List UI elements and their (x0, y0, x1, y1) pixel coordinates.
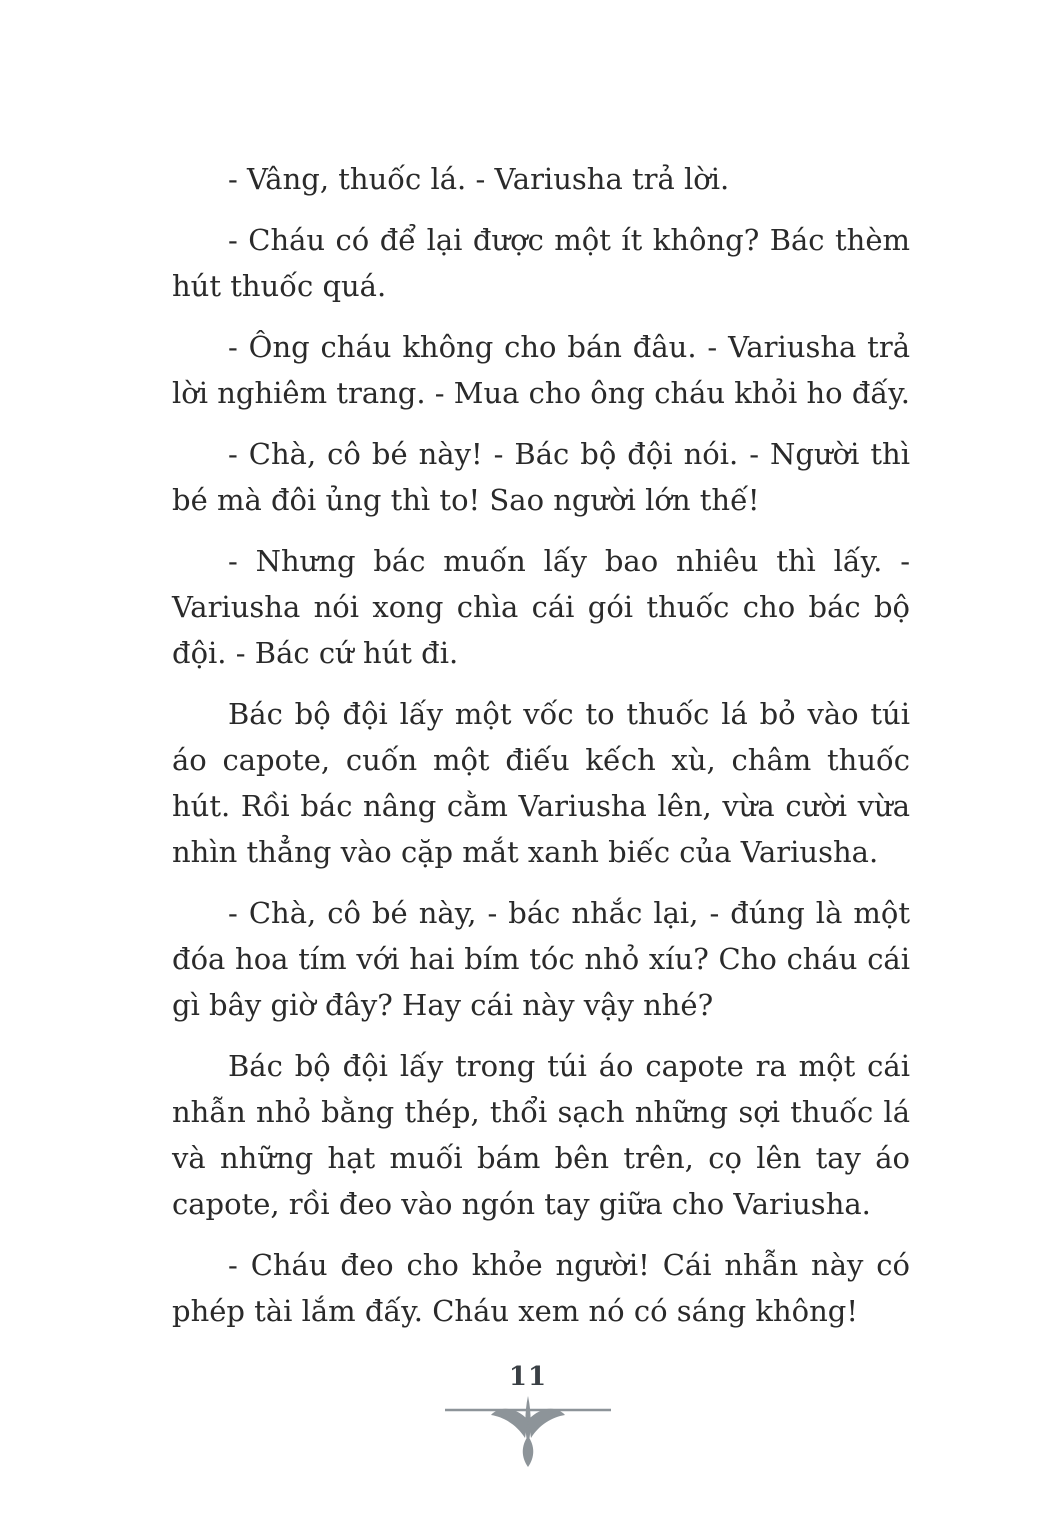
page-footer (0, 1362, 1056, 1472)
paragraph: - Ông cháu không cho bán đâu. - Variusha trả lời nghiêm trang. - Mua cho ông cháu khỏi ho đấy. (172, 330, 910, 410)
paragraph: - Chà, cô bé này! - Bác bộ đội nói. - Người thì bé mà đôi ủng thì to! Sao người lớn thế! (172, 437, 910, 517)
paragraph: - Chà, cô bé này, - bác nhắc lại, - đúng là một đóa hoa tím với hai bím tóc nhỏ xíu? Cho cháu cái gì bây giờ đây? Hay cái này vậy nhé? (172, 896, 910, 1022)
paragraph: - Vâng, thuốc lá. - Variusha trả lời. (228, 162, 730, 196)
page-number: 11 (508, 1362, 548, 1392)
paragraph: Bác bộ đội lấy trong túi áo capote ra một cái nhẫn nhỏ bằng thép, thổi sạch những sợi thuốc lá và những hạt muối bám bên trên, cọ lên tay áo capote, rồi đeo vào ngón tay giữa cho Variusha. (172, 1049, 910, 1221)
fleur-ornament-icon (443, 1396, 613, 1472)
paragraph: - Nhưng bác muốn lấy bao nhiêu thì lấy. - Variusha nói xong chìa cái gói thuốc cho bác bộ đội. - Bác cứ hút đi. (172, 544, 910, 670)
paragraph: Bác bộ đội lấy một vốc to thuốc lá bỏ vào túi áo capote, cuốn một điếu kếch xù, châm thuốc hút. Rồi bác nâng cằm Variusha lên, vừa cười vừa nhìn thẳng vào cặp mắt xanh biếc của Variusha. (172, 697, 910, 869)
page-text (172, 156, 910, 1349)
paragraph: - Cháu có để lại được một ít không? Bác thèm hút thuốc quá. (172, 223, 910, 303)
paragraph: - Cháu đeo cho khỏe người! Cái nhẫn này có phép tài lắm đấy. Cháu xem nó có sáng không! (172, 1248, 910, 1328)
